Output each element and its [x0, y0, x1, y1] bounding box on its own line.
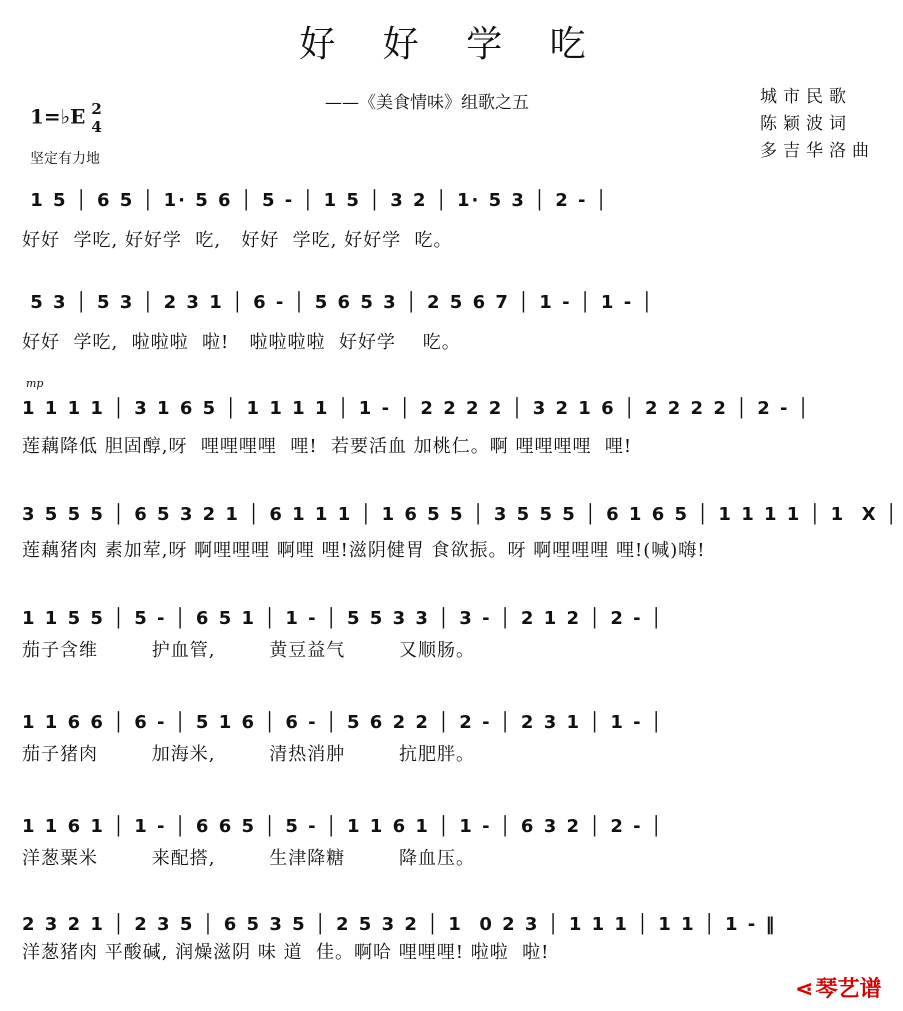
- time-signature-bottom: 4: [91, 118, 102, 136]
- notation-line: 2 3 2 1 │ 2 3 5 │ 6 5 3 5 │ 2 5 3 2 │ 1 0 2 3 │ 1 1 1 │ 1 1 │ 1 - ‖: [22, 914, 777, 935]
- notation-line: 1 1 1 1 │ 3 1 6 5 │ 1 1 1 1 │ 1 - │ 2 2 2 2 │ 3 2 1 6 │ 2 2 2 2 │ 2 - │: [22, 398, 811, 419]
- score-system-4: [22, 492, 899, 561]
- notation-line: 5 3 │ 5 3 │ 2 3 1 │ 6 - │ 5 6 5 3 │ 2 5 6 7 │ 1 - │ 1 - │: [22, 292, 655, 313]
- dynamic-marking: mp: [26, 377, 44, 390]
- lyrics-line: 洋葱猪肉 平酸碱, 润燥滋阴 味 道 佳。啊哈 哩哩哩! 啦啦 啦!: [22, 942, 550, 963]
- notation-line: 1 1 5 5 │ 5 - │ 6 5 1 │ 1 - │ 5 5 3 3 │ 3 - │ 2 1 2 │ 2 - │: [22, 608, 664, 629]
- key-label: 1=♭E: [30, 104, 86, 129]
- tempo-marking: 坚定有力地: [30, 151, 100, 167]
- score-system-5: [22, 596, 880, 661]
- credit-composer: 多吉华洛曲: [760, 141, 875, 161]
- credit-genre: 城市民歌: [760, 87, 852, 107]
- lyrics-line: 莲藕猪肉 素加荤,呀 啊哩哩哩 啊哩 哩!滋阴健胃 食欲振。呀 啊哩哩哩 哩!(喊)嗨!: [22, 540, 706, 561]
- key-signature: [30, 100, 102, 136]
- score-system-6: [22, 700, 880, 765]
- song-subtitle: ——《美食情味》组歌之五: [325, 93, 529, 113]
- score-system-8: [22, 902, 880, 962]
- notation-line: 3 5 5 5 │ 6 5 3 2 1 │ 6 1 1 1 │ 1 6 5 5 │ 3 5 5 5 │ 6 1 6 5 │ 1 1 1 1 │ 1 X │: [22, 504, 899, 525]
- lyrics-line: 好好 学吃, 好好学 吃, 好好 学吃, 好好学 吃。: [22, 230, 453, 251]
- lyrics-line: 茄子猪肉 加海米, 清热消肿 抗肥胖。: [22, 744, 476, 765]
- score-system-3: [22, 386, 880, 457]
- qin-logo-icon: ⋖: [795, 977, 814, 1002]
- notation-line: 1 5 │ 6 5 │ 1· 5 6 │ 5 - │ 1 5 │ 3 2 │ 1· 5 3 │ 2 - │: [22, 190, 609, 211]
- score-system-2: [22, 280, 880, 353]
- notation-line: 1 1 6 6 │ 6 - │ 5 1 6 │ 6 - │ 5 6 2 2 │ 2 - │ 2 3 1 │ 1 - │: [22, 712, 664, 733]
- lyrics-line: 莲藕降低 胆固醇,呀 哩哩哩哩 哩! 若要活血 加桃仁。啊 哩哩哩哩 哩!: [22, 436, 633, 457]
- lyrics-line: 茄子含维 护血管, 黄豆益气 又顺肠。: [22, 640, 476, 661]
- lyrics-line: 好好 学吃, 啦啦啦 啦! 啦啦啦啦 好好学 吃。: [22, 332, 461, 353]
- site-logo: [795, 972, 881, 1003]
- score-system-7: [22, 804, 880, 869]
- credit-lyricist: 陈颖波词: [760, 114, 852, 134]
- song-title: 好 好 学 吃: [299, 24, 604, 65]
- logo-text: 琴艺谱: [815, 977, 882, 1002]
- credits: [760, 84, 875, 165]
- time-signature-top: 2: [91, 100, 102, 118]
- time-signature: [91, 100, 101, 136]
- lyrics-line: 洋葱粟米 来配搭, 生津降糖 降血压。: [22, 848, 476, 869]
- score-system-1: [22, 178, 880, 251]
- notation-line: 1 1 6 1 │ 1 - │ 6 6 5 │ 5 - │ 1 1 6 1 │ 1 - │ 6 3 2 │ 2 - │: [22, 816, 664, 837]
